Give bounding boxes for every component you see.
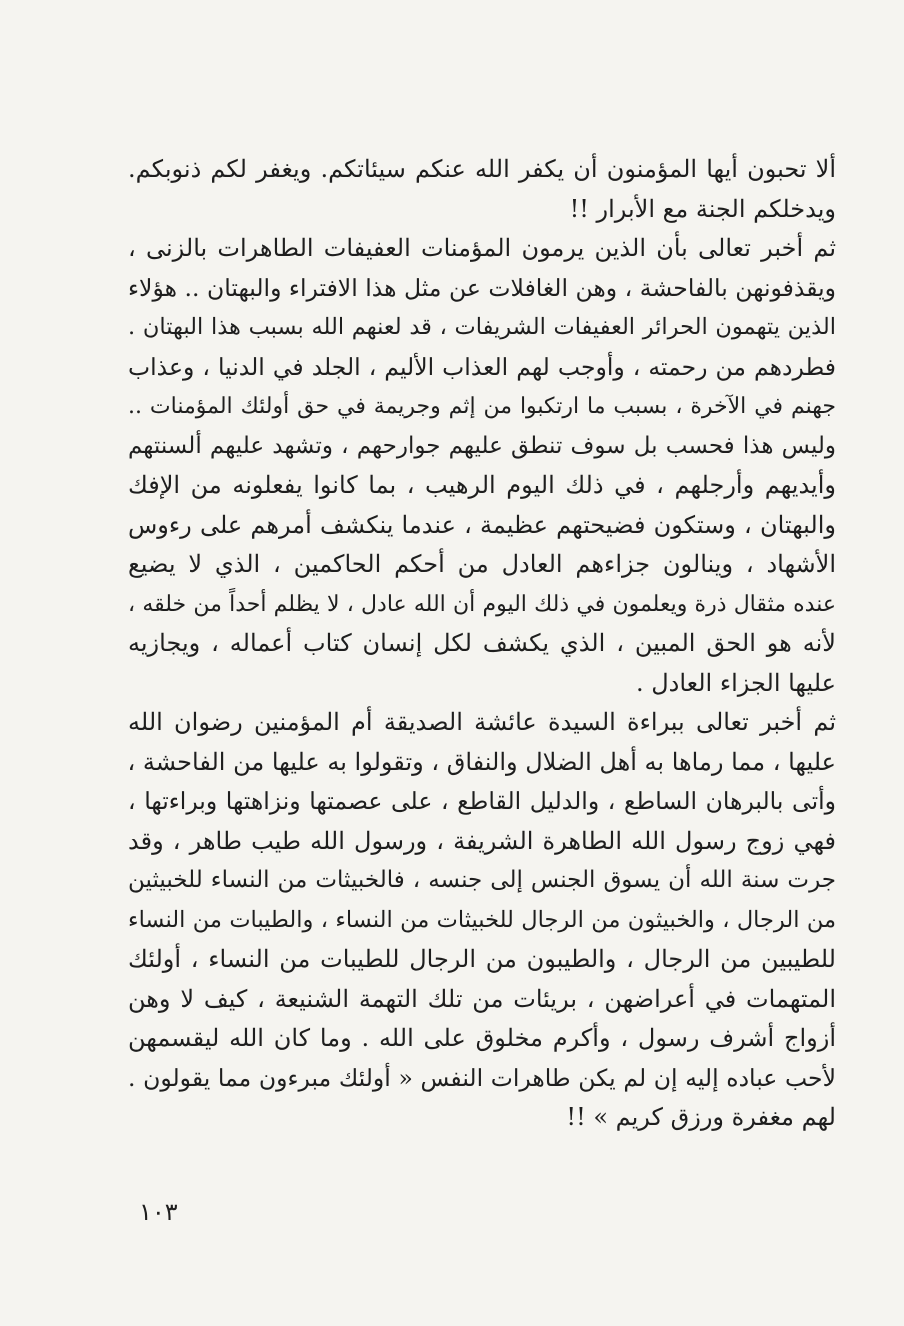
text-line: لهم مغفرة ورزق كريم » !! [566, 1103, 836, 1131]
text-line: أزواج أشرف رسول ، وأكرم مخلوق على الله . وما كان الله ليقسمهن [128, 1024, 836, 1052]
text-line: جهنم في الآخرة ، بسبب ما ارتكبوا من إثم وجريمة في حق أولئك المؤمنات .. [128, 394, 836, 419]
text-line: عليها ، مما رماها به أهل الضلال والنفاق ، وتقولوا به عليها من الفاحشة ، [128, 747, 836, 776]
text-line: من الرجال ، والخبيثون من الرجال للخبيثات من النساء ، والطيبات من النساء [128, 906, 836, 933]
text-line: لأحب عباده إليه إن لم يكن طاهرات النفس « أولئك مبرءون مما يقولون . [128, 1063, 836, 1092]
text-line: فهي زوج رسول الله الطاهرة الشريفة ، ورسول الله طيب طاهر ، وقد [128, 826, 836, 855]
text-line: وأتى بالبرهان الساطع ، والدليل القاطع ، على عصمتها ونزاهتها وبراءتها ، [128, 787, 836, 815]
text-line: عليها الجزاء العادل . [635, 668, 836, 697]
body-text [128, 150, 836, 1138]
text-line: للطيبين من الرجال ، والطيبون من الرجال للطيبات من النساء ، أولئك [128, 945, 836, 973]
text-line: وليس هذا فحسب بل سوف تنطق عليهم جوارحهم ، وتشهد عليهم ألسنتهم [128, 432, 836, 459]
text-line: وأيديهم وأرجلهم ، في ذلك اليوم الرهيب ، بما كانوا يفعلونه من الإفك [128, 471, 836, 499]
text-line: عنده مثقال ذرة ويعلمون في ذلك اليوم أن الله عادل ، لا يظلم أحداً من خلقه ، [128, 591, 836, 617]
page-number: ١٠٣ [139, 1198, 178, 1226]
text-line: لأنه هو الحق المبين ، الذي يكشف لكل إنسان كتاب أعماله ، ويجازيه [128, 629, 836, 657]
text-line: ويدخلكم الجنة مع الأبرار !! [569, 194, 836, 223]
text-line: ثم أخبر تعالى ببراءة السيدة عائشة الصديقة أم المؤمنين رضوان الله [128, 708, 836, 736]
text-line: ويقذفونهن بالفاحشة ، وهن الغافلات عن مثل هذا الافتراء والبهتان .. هؤلاء [128, 273, 836, 302]
text-line: الأشهاد ، وينالون جزاءهم العادل من أحكم الحاكمين ، الذي لا يضيع [128, 550, 836, 578]
text-line: جرت سنة الله أن يسوق الجنس إلى جنسه ، فالخبيثات من النساء للخبيثين [128, 867, 836, 893]
text-line: والبهتان ، وستكون فضيحتهم عظيمة ، عندما ينكشف أمرهم على رءوس [128, 510, 836, 539]
text-line: ثم أخبر تعالى بأن الذين يرمون المؤمنات العفيفات الطاهرات بالزنى ، [128, 234, 836, 262]
text-line: ألا تحبون أيها المؤمنون أن يكفر الله عنكم سيئاتكم. ويغفر لكم ذنوبكم. [128, 155, 836, 183]
text-line: فطردهم من رحمته ، وأوجب لهم العذاب الأليم ، الجلد في الدنيا ، وعذاب [128, 352, 836, 381]
text-line: المتهمات في أعراضهن ، بريئات من تلك التهمة الشنيعة ، كيف لا وهن [128, 984, 836, 1013]
text-line: الذين يتهمون الحرائر العفيفات الشريفات ، قد لعنهم الله بسبب هذا البهتان . [128, 314, 836, 340]
